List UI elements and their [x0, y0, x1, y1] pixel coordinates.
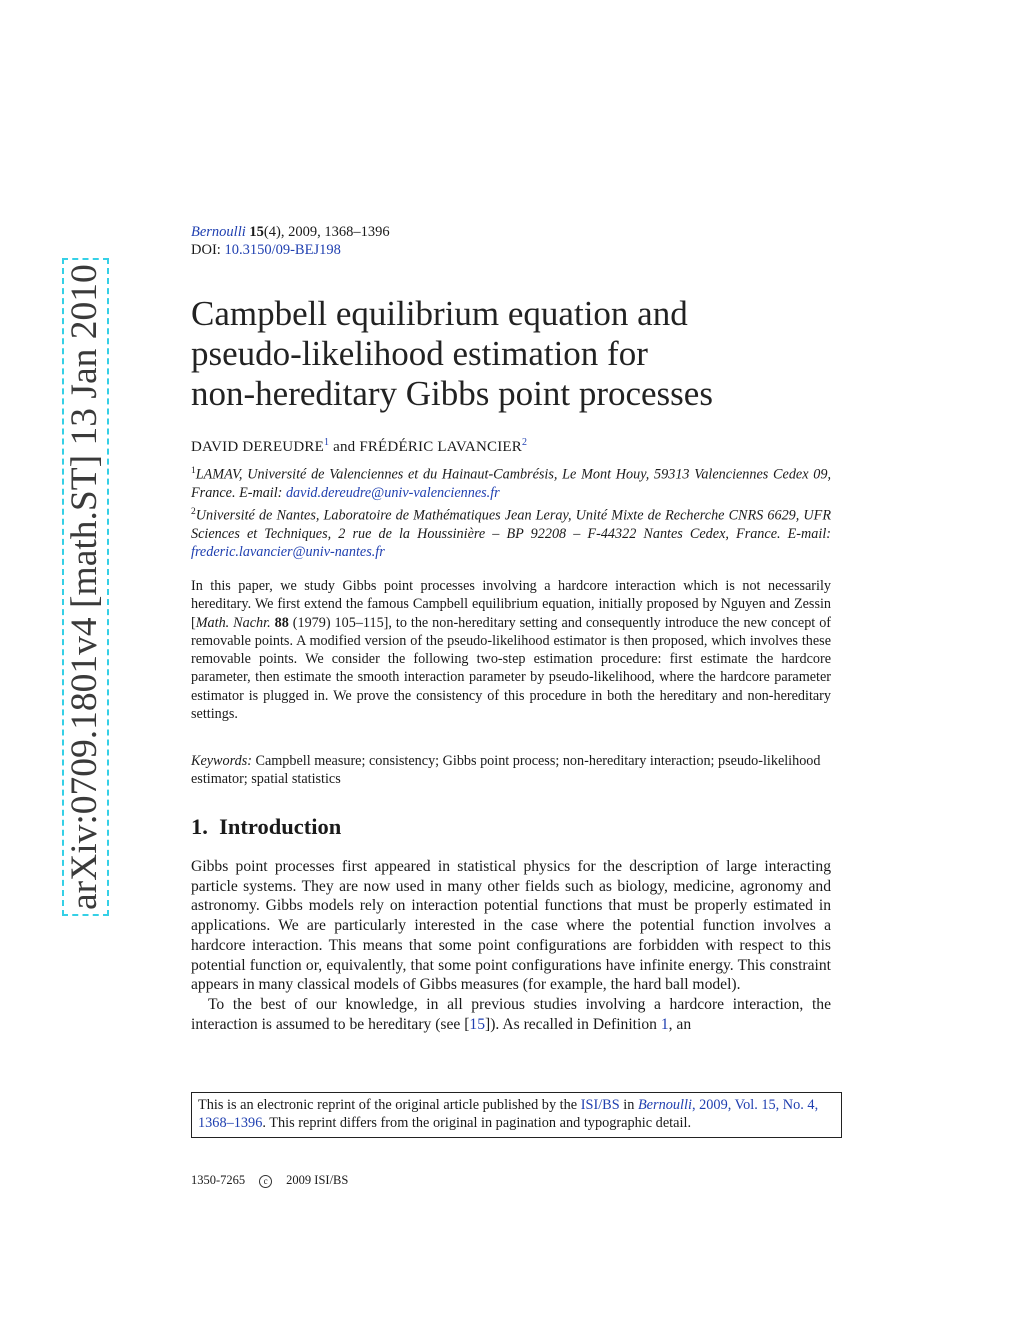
title-line: Campbell equilibrium equation and [191, 294, 688, 333]
section-heading [191, 813, 341, 841]
keywords-text: Campbell measure; consistency; Gibbs point process; non-hereditary interaction; pseudo-likelihood estimator; spatial statistics [191, 753, 821, 788]
section-title: Introduction [219, 814, 342, 839]
issn: 1350-7265 [191, 1173, 246, 1187]
page-footer [191, 1172, 348, 1188]
isi-bs-link[interactable]: ISI/BS [580, 1097, 620, 1113]
section-number: 1. [191, 814, 208, 839]
affiliations [191, 462, 831, 562]
email-link[interactable]: david.dereudre@univ-valenciennes.fr [285, 485, 500, 502]
affiliation-1 [191, 462, 831, 503]
keywords [191, 752, 831, 789]
title-line: non-hereditary Gibbs point processes [191, 374, 713, 413]
affiliation-marker[interactable]: 2 [521, 437, 528, 448]
journal-reference [191, 223, 390, 259]
affiliation-number: 2 [191, 506, 196, 517]
paragraph-text: , an [668, 1015, 692, 1033]
journal-issue-pages: (4), 2009, 1368–1396 [263, 224, 390, 240]
affiliation-marker[interactable]: 1 [323, 437, 330, 448]
reprint-text: in [619, 1097, 638, 1113]
abstract-text: (1979) 105–115], to the non-hereditary setting and consequently introduce the new concept of removable points. A modified version of the pseudo-likelihood estimator is then proposed, which involves these removable points. We consider the following two-step estimation procedure: first estimate the hardcore parameter, then estimate the smooth interaction parameter by pseudo-likelihood, where the hardcore parameter estimator is plugged in. We prove the consistency of this procedure in both the hereditary and non-hereditary settings. [191, 614, 832, 723]
affiliation-2 [191, 503, 831, 562]
journal-volume: 15 [249, 224, 264, 240]
author-name: DAVID DEREUDRE [191, 439, 324, 455]
abstract-citation-journal: Math. Nachr. [195, 614, 271, 631]
abstract-text: In this paper, we study Gibbs point processes involving a hardcore interaction which is not necessarily hereditary. We first extend the famous Campbell equilibrium equation, initially proposed by Nguyen and Zessin [ [191, 578, 831, 631]
introduction-body [191, 857, 831, 1034]
doi-link[interactable]: 10.3150/09-BEJ198 [224, 242, 341, 258]
paper-title [191, 294, 891, 414]
paragraph-text: To the best of our knowledge, in all previous studies involving a hardcore interaction, the interaction is assumed to be hereditary (see [ [191, 995, 831, 1033]
keywords-label: Keywords: [191, 753, 252, 769]
reprint-text: , [691, 1097, 696, 1113]
affiliation-text: Université de Nantes, Laboratoire de Mathématiques Jean Leray, Unité Mixte de Recherche CNRS 6629, UFR Sciences et Techniques, 2 rue de la Houssinière – BP 92208 – F-44322 Nantes Cedex, France. E-mail: [191, 507, 831, 542]
affiliation-number: 1 [191, 466, 196, 476]
author-name: FRÉDÉRIC LAVANCIER [359, 439, 522, 455]
abstract [191, 577, 831, 723]
abstract-citation-volume: 88 [274, 614, 289, 631]
journal-name-link[interactable]: Bernoulli [191, 224, 246, 240]
reprint-text: . This reprint differs from the original in pagination and typographic detail. [262, 1115, 692, 1132]
paragraph [191, 995, 831, 1034]
reprint-text: This is an electronic reprint of the original article published by the [198, 1097, 581, 1113]
email-link[interactable]: frederic.lavancier@univ-nantes.fr [191, 544, 385, 561]
volume-link[interactable]: 2009, Vol. 15, No. 4, 1368–1396 [198, 1097, 819, 1132]
copyright-holder: 2009 ISI/BS [286, 1173, 349, 1187]
affiliation-text: LAMAV, Université de Valenciennes et du Hainaut-Cambrésis, Le Mont Houy, 59313 Valenciennes Cedex 09, France. E-mail: [191, 466, 831, 502]
arxiv-stamp[interactable]: arXiv:0709.1801v4 [math.ST] 13 Jan 2010 [62, 258, 109, 916]
definition-link[interactable]: 1 [660, 1015, 669, 1033]
doi-label: DOI: [191, 242, 221, 258]
copyright-icon: c [259, 1175, 272, 1188]
paragraph-text: ]). As recalled in Definition [485, 1015, 661, 1033]
citation-link[interactable]: 15 [469, 1015, 486, 1033]
bernoulli-link[interactable]: Bernoulli [637, 1097, 692, 1113]
reprint-notice-box [191, 1092, 842, 1138]
author-list [191, 434, 527, 456]
author-conjunction: and [333, 439, 356, 455]
paragraph: Gibbs point processes first appeared in statistical physics for the description of large interacting particle systems. They are now used in many other fields such as biology, medicine, agronomy and astronomy. Gibbs models rely on interaction potential functions that must be properly estimated in applications. We are particularly interested in the case where the potential function involves a hardcore interaction. This means that some point configurations are forbidden with respect to this potential function or, equivalently, that some point configurations have infinite energy. This constraint appears in many classical models of Gibbs measures (for example, the hard ball model). [191, 858, 831, 994]
title-line: pseudo-likelihood estimation for [191, 334, 648, 373]
